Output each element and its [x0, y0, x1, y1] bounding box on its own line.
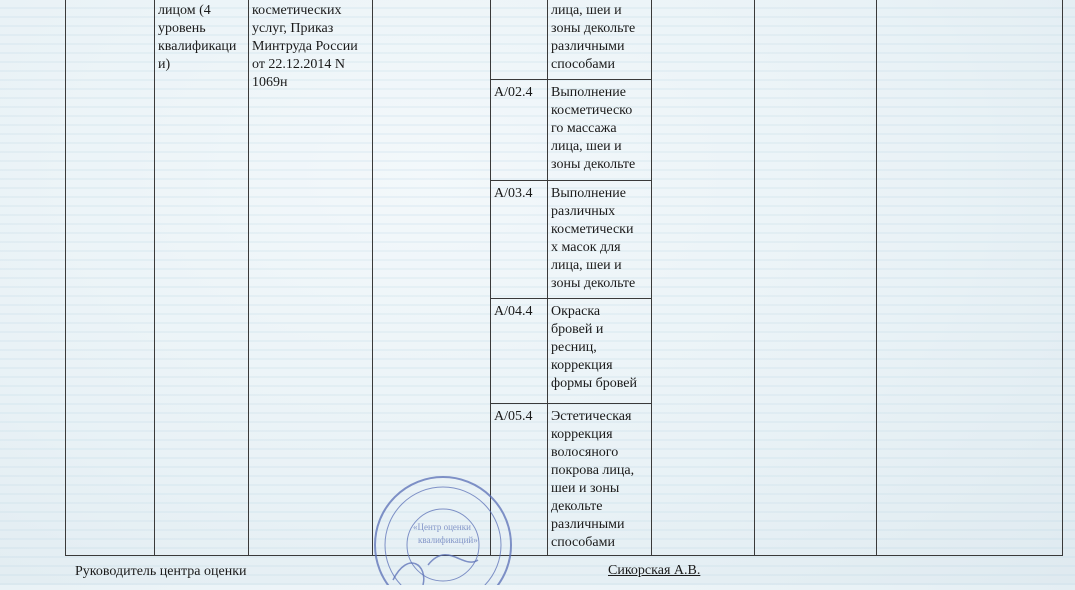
function-code-cell: A/03.4 — [494, 186, 533, 201]
footer-signatory-name: Сикорская А.В. — [608, 563, 701, 578]
function-text-cell: Выполнение различных косметически х масок для лица, шеи и зоны декольте — [551, 186, 636, 291]
professional-standard-cell: косметических услуг, Приказ Минтруда России от 22.12.2014 N 1069н — [252, 3, 358, 90]
column-divider-7 — [754, 0, 755, 556]
row-divider-2 — [490, 180, 652, 181]
svg-text:квалификаций»: квалификаций» — [418, 535, 478, 545]
table-border-left — [65, 0, 66, 556]
column-divider-2 — [248, 0, 249, 556]
column-divider-5 — [547, 0, 548, 556]
qualification-level-cell: лицом (4 уровень квалификаци и) — [158, 3, 237, 72]
function-text-cell: Эстетическая коррекция волосяного покрова лица, шеи и зоны декольте различными способами — [551, 409, 635, 550]
table-border-bottom — [65, 555, 1063, 556]
function-text-cell: лица, шеи и зоны декольте различными способами — [551, 3, 636, 72]
official-stamp — [368, 470, 518, 590]
function-code-cell: A/02.4 — [494, 85, 533, 100]
row-divider-1 — [490, 79, 652, 80]
table-border-right — [1062, 0, 1063, 556]
function-text-cell: Выполнение косметическо го массажа лица, шеи и зоны декольте — [551, 85, 636, 172]
function-code-cell: A/04.4 — [494, 304, 533, 319]
footer-position-label: Руководитель центра оценки — [75, 564, 247, 579]
column-divider-8 — [876, 0, 877, 556]
column-divider-6 — [651, 0, 652, 556]
column-divider-1 — [154, 0, 155, 556]
function-code-cell: A/05.4 — [494, 409, 533, 424]
row-divider-3 — [490, 298, 652, 299]
function-text-cell: Окраска бровей и ресниц, коррекция формы бровей — [551, 304, 637, 391]
row-divider-4 — [490, 403, 652, 404]
stamp-label: «Центр оценки — [413, 522, 471, 532]
